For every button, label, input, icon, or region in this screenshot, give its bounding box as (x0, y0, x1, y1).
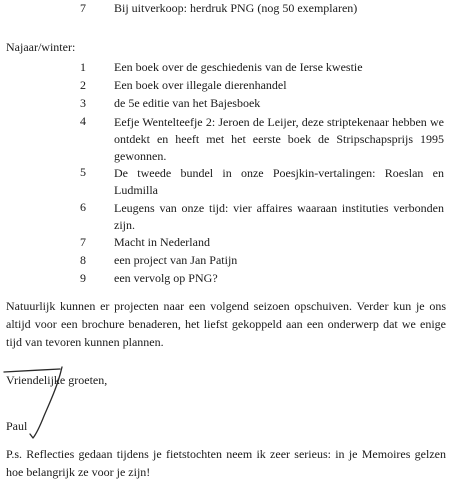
list-item-number: 3 (80, 96, 86, 110)
list-item-text: een project van Jan Patijn (114, 253, 238, 267)
list-item-number: 8 (80, 253, 86, 267)
list-item-number: 9 (80, 271, 86, 285)
list-item-number: 7 (80, 235, 86, 249)
top-item-text: Bij uitverkoop: herdruk PNG (nog 50 exemplaren) (114, 1, 358, 15)
list-item-text: De tweede bundel in onze Poesjkin-vertalingen: Roeslan en Ludmilla (114, 166, 444, 197)
list-item-text: de 5e editie van het Bajesboek (114, 96, 261, 110)
list-item-text: een vervolg op PNG? (114, 271, 218, 285)
list-item-number: 4 (80, 114, 86, 128)
closing-paragraph: Natuurlijk kunnen er projecten naar een volgend seizoen opschuiven. Verder kun je ons altijd voor een brochure benaderen, het liefst gekoppeld aan een onderwerp dat we enige tijd van tevoren kunnen plannen. (6, 299, 446, 349)
list-item-text: Eefje Wentelteefje 2: Jeroen de Leijer, deze striptekenaar hebben we ontdekt en heeft met het eerste boek de Stripschapsprijs 1995 gewonnen. (114, 115, 444, 163)
season-heading: Najaar/winter: (6, 40, 76, 54)
greeting: Vriendelijke groeten, (6, 373, 108, 387)
list-item-text: Macht in Nederland (114, 235, 210, 249)
signature-name: Paul (6, 419, 28, 433)
list-item-text: Een boek over illegale dierenhandel (114, 78, 287, 92)
list-item-text: Leugens van onze tijd: vier affaires waaraan instituties verbonden zijn. (114, 201, 444, 232)
postscript: P.s. Reflecties gedaan tijdens je fietstochten neem ik zeer serieus: in je Memoires gelzen hoe belangrijk ze voor je zijn! (6, 447, 446, 479)
list-item-number: 1 (80, 60, 86, 74)
list-item-number: 2 (80, 78, 86, 92)
top-item-number: 7 (80, 1, 86, 15)
list-item-number: 6 (80, 200, 86, 214)
list-item-text: Een boek over de geschiedenis van de Ierse kwestie (114, 60, 363, 74)
list-item-number: 5 (80, 165, 86, 179)
